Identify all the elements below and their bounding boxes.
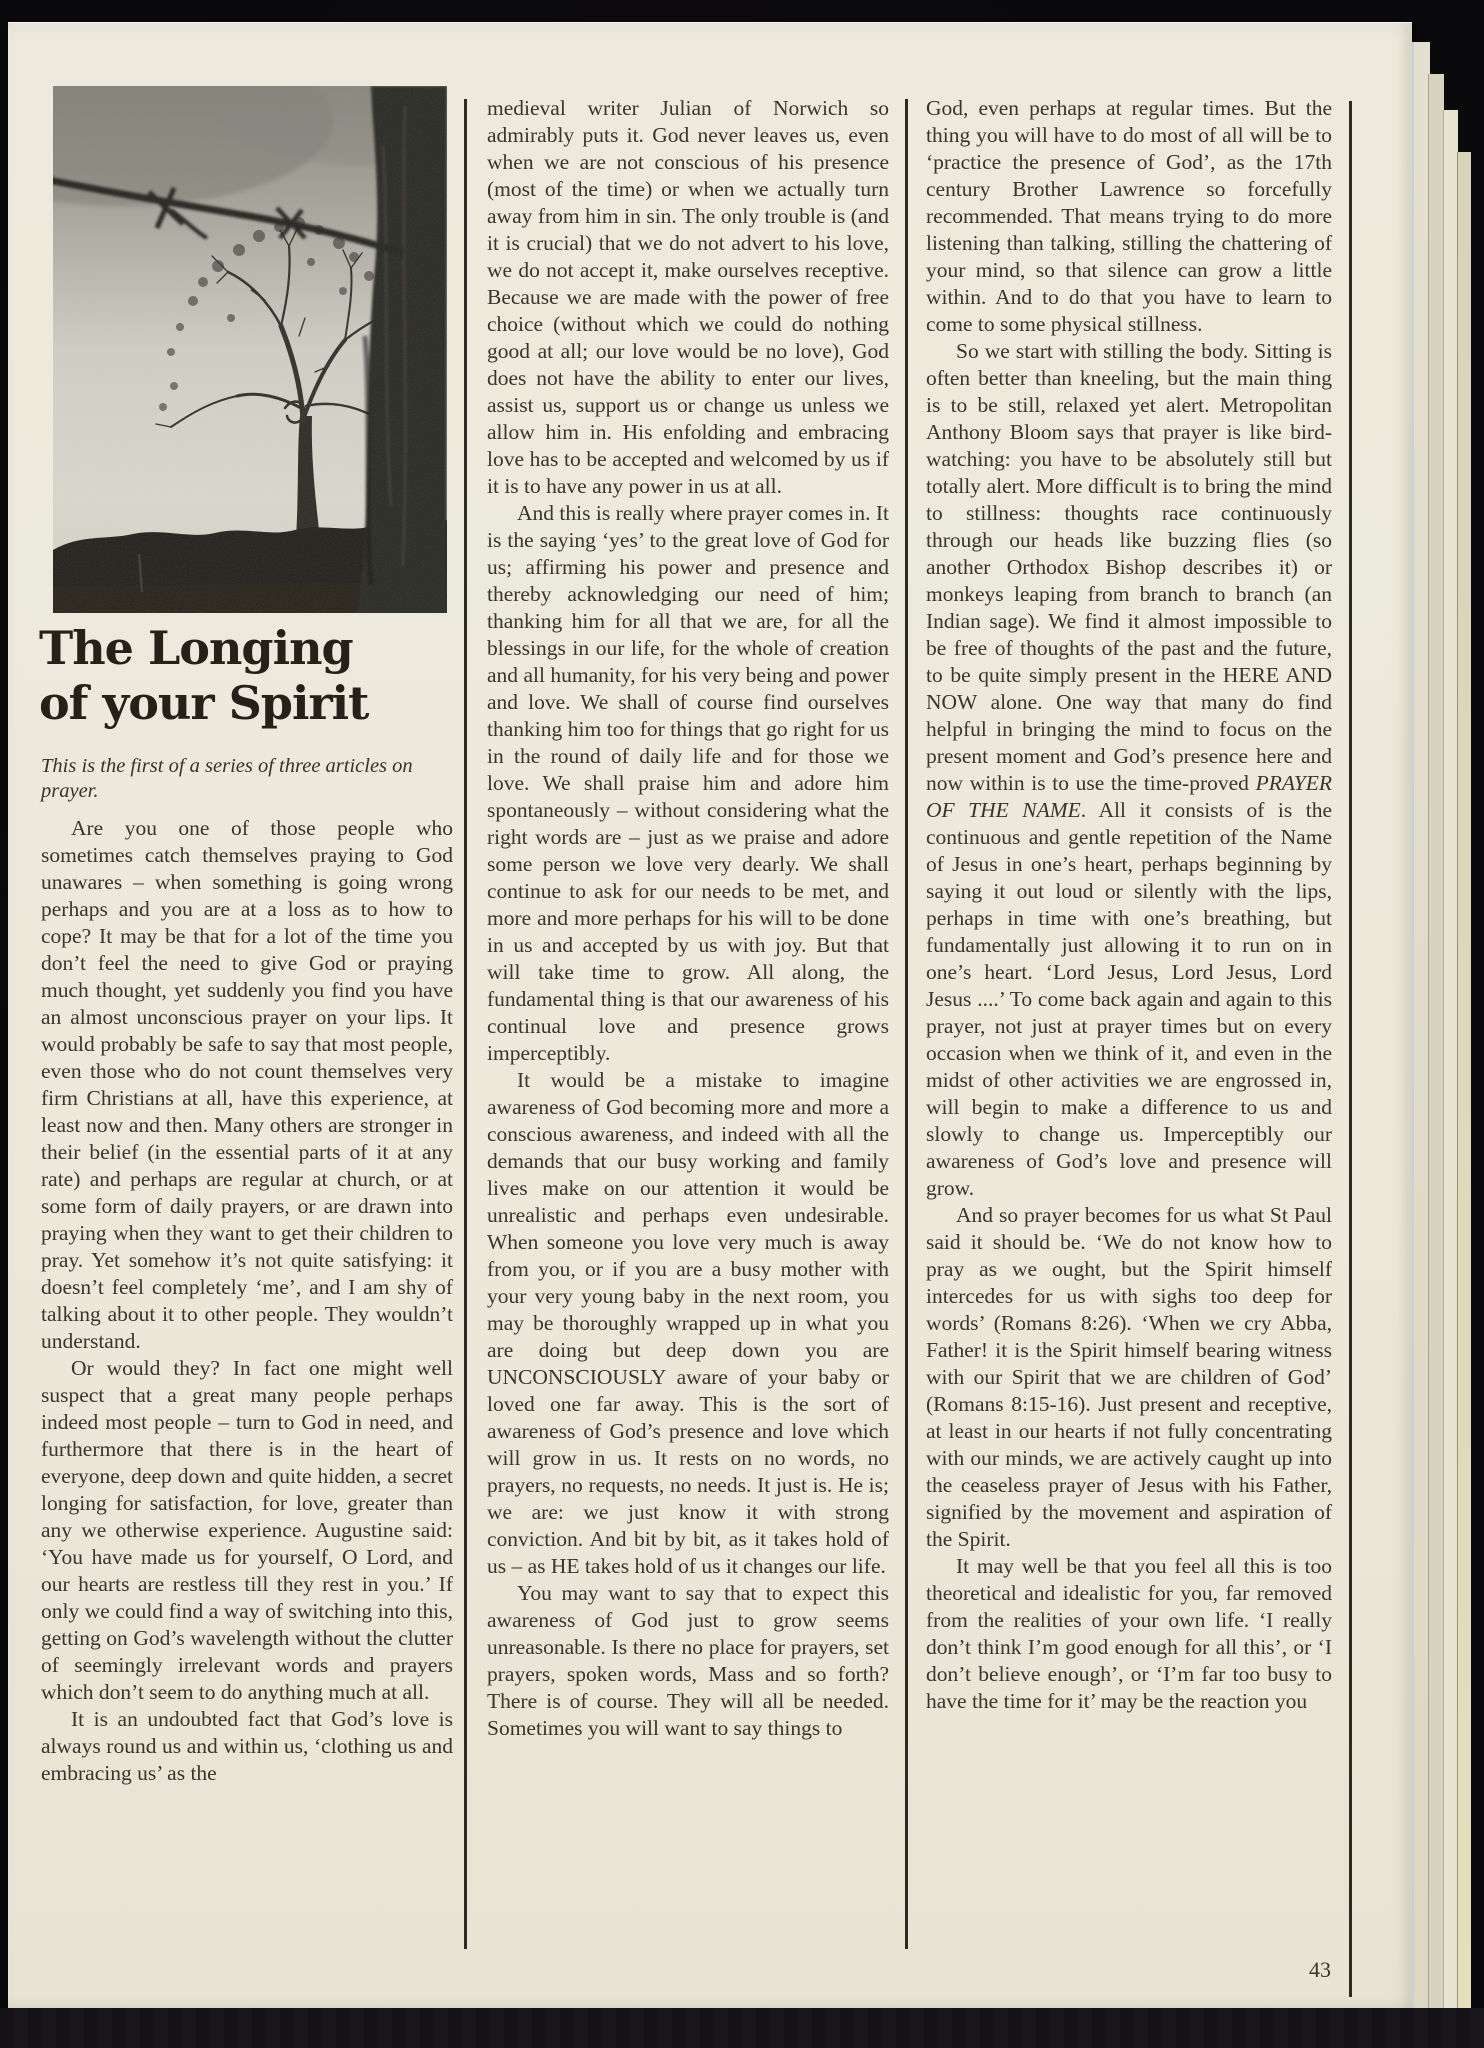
page-edge (1428, 74, 1444, 2022)
page-edge (1443, 110, 1458, 2028)
body-paragraph (41, 1706, 453, 1787)
paragraph-text: medieval writer Julian of Norwich so admirably puts it. God never leaves us, even when we are not conscious of his presence (most of the time) or when we actually turn away from him in sin. The only trouble is (and it is crucial) that we do not advert to his love, we do not accept it, make ourselves receptive. Because we are made with the power of free choice (without which we could do nothing good at all; our love would be no love), God does not have the ability to enter our lives, assist us, support us or change us unless we allow him in. His enfolding and embracing love has to be accepted and welcomed by us if it is to have any power in us at all. (487, 96, 889, 498)
body-paragraph (487, 1067, 889, 1580)
text-column-1 (41, 815, 453, 1949)
article-title-line1: The Longing (39, 621, 353, 675)
book-cover-edge (0, 2008, 1484, 2048)
paragraph-text: And this is really where prayer comes in. It is the saying ‘yes’ to the great love of God for us; affirming his power and presence and thereby acknowledging our need of him; thanking him for all that we are, for all the blessings in our life, for the whole of creation and all humanity, for his very being and power and love. We shall of course find ourselves thanking him too for things that go right for us in the round of daily life and for those we love. We shall praise him and adore him spontaneously – without considering what the right words are – just as we praise and adore some person we love very dearly. We shall continue to ask for our needs to be met, and more and more perhaps for his will to be done in us and accepted by us with joy. But that will take time to grow. All along, the fundamental thing is that our awareness of his continual love and presence grows imperceptibly. (487, 501, 889, 1065)
article-standfirst: This is the first of a series of three articles on prayer. (41, 755, 413, 802)
photo-illustration (53, 86, 447, 613)
paragraph-text: It may well be that you feel all this is too theoretical and idealistic for you, far removed from the realities of your own life. ‘I really don’t think I’m good enough for all this’, or ‘I don’t believe enough’, or ‘I’m far too busy to have the time for it’ may be the reaction you (926, 1554, 1332, 1713)
paragraph-text: It is an undoubted fact that God’s love is always round us and within us, ‘clothing us and embracing us’ as the (41, 1707, 453, 1785)
barbed-wire-tree-photo (53, 86, 447, 613)
body-paragraph (926, 1202, 1332, 1553)
paragraph-text: . All it consists of is the continuous and gentle repetition of the Name of Jesus in one’s heart, perhaps beginning by saying it out loud or silently with the lips, perhaps in time with one’s breathing, but fundamentally just allowing it to run on in one’s heart. ‘Lord Jesus, Lord Jesus, Lord Jesus ....’ To come back again and again to this prayer, not just at prayer times but on every occasion when we think of it, and even in the midst of other activities we are engrossed in, will begin to make a difference to us and slowly to change us. Imperceptibly our awareness of God’s love and presence will grow. (926, 798, 1332, 1200)
paragraph-text: You may want to say that to expect this awareness of God just to grow seems unreasonable. Is there no place for prayers, set prayers, spoken words, Mass and so forth? There is of course. They will all be needed. Sometimes you will want to say things to (487, 1581, 889, 1740)
paragraph-text: Are you one of those people who sometimes catch themselves praying to God unawares – when something is going wrong perhaps and you are at a loss as to how to cope? It may be that for a lot of the time you don’t feel the need to give God or praying much thought, yet suddenly you find you have an almost unconscious prayer on your lips. It would probably be safe to say that most people, even those who do not count themselves very firm Christians at all, have this experience, at least now and then. Many others are stronger in their belief (in the essential parts of it at any rate) and perhaps are regular at church, or at some form of daily prayers, or are drawn into praying when they want to get their children to pray. Yet somehow it’s not quite satisfying: it doesn’t feel completely ‘me’, and I am shy of talking about it to other people. They wouldn’t understand. (41, 816, 453, 1353)
body-paragraph (487, 500, 889, 1067)
body-paragraph (487, 1580, 889, 1742)
body-paragraph (926, 1553, 1332, 1715)
paragraph-text: God, even perhaps at regular times. But the thing you will have to do most of all will be to ‘practice the presence of God’, as the 17th century Brother Lawrence so forcefully recommended. That means trying to do more listening than talking, stilling the chattering of your mind, so that silence can grow a little within. And to do that you have to learn to come to some physical stillness. (926, 96, 1332, 336)
paragraph-text: It would be a mistake to imagine awareness of God becoming more and more a conscious awareness, and indeed with all the demands that our busy working and family lives make on our attention it would be unrealistic and perhaps even undesirable. When someone you love very much is away from you, or if you are a busy mother with your very young baby in the next room, you may be thoroughly wrapped up in what you are doing but deep down you are UNCONSCIOUSLY aware of your baby or loved one far away. This is the sort of awareness of God’s presence and love which will grow in us. It rests on no words, no prayers, no requests, no needs. It just is. He is; we are: we just know it with strong conviction. And bit by bit, as it takes hold of us – as HE takes hold of us it changes our life. (487, 1068, 889, 1578)
column-divider-left (464, 99, 467, 1949)
magazine-page (8, 22, 1412, 2009)
body-paragraph (926, 95, 1332, 338)
column-divider-right (905, 99, 908, 1949)
text-column-3 (926, 95, 1332, 1955)
body-paragraph (487, 95, 889, 500)
paragraph-text: So we start with stilling the body. Sitting is often better than kneeling, but the main thing is to be still, relaxed yet alert. Metropolitan Anthony Bloom says that prayer is like bird-watching: you have to be absolutely still but totally alert. More difficult is to bring the mind to stillness: thoughts race continuously through our heads like buzzing flies (so another Orthodox Bishop describes it) or monkeys leaping from branch to branch (an Indian sage). We find it almost impossible to be free of thoughts of the past and the future, to be quite simply present in the HERE AND NOW alone. One way that many do find helpful in bringing the mind to focus on the present moment and God’s presence here and now within is to use the time-proved (926, 339, 1332, 795)
article-title-line2: of your Spirit (39, 676, 369, 730)
article-title (39, 621, 469, 731)
paragraph-text: Or would they? In fact one might well suspect that a great many people perhaps indeed most people – turn to God in need, and furthermore that there is in the heart of everyone, deep down and quite hidden, a secret longing for satisfaction, for love, greater than any we otherwise experience. Augustine said: ‘You have made us for yourself, O Lord, and our hearts are restless till they rest in you.’ If only we could find a way of switching into this, getting on God’s wavelength without the clutter of seemingly irrelevant words and prayers which don’t seem to do anything much at all. (41, 1356, 453, 1704)
page-number: 43 (1309, 1957, 1331, 1982)
page-edge (1457, 152, 1471, 2032)
body-paragraph (41, 1355, 453, 1706)
page-edge-rule (1349, 101, 1352, 1997)
body-paragraph (926, 338, 1332, 1202)
text-column-2 (487, 95, 889, 1955)
body-paragraph (41, 815, 453, 1355)
paragraph-text: And so prayer becomes for us what St Paul said it should be. ‘We do not know how to pray as we ought, but the Spirit himself intercedes for us with sighs too deep for words’ (Romans 8:26). ‘When we cry Abba, Father! it is the Spirit himself bearing witness with our Spirit that we are children of God’ (Romans 8:15-16). Just present and receptive, at least in our hearts if not fully concentrating with our minds, we are actively caught up into the ceaseless prayer of Jesus with his Father, signified by the movement and aspiration of the Spirit. (926, 1203, 1332, 1551)
italic-phrase: PRAYER OF THE NAME (926, 771, 1332, 822)
